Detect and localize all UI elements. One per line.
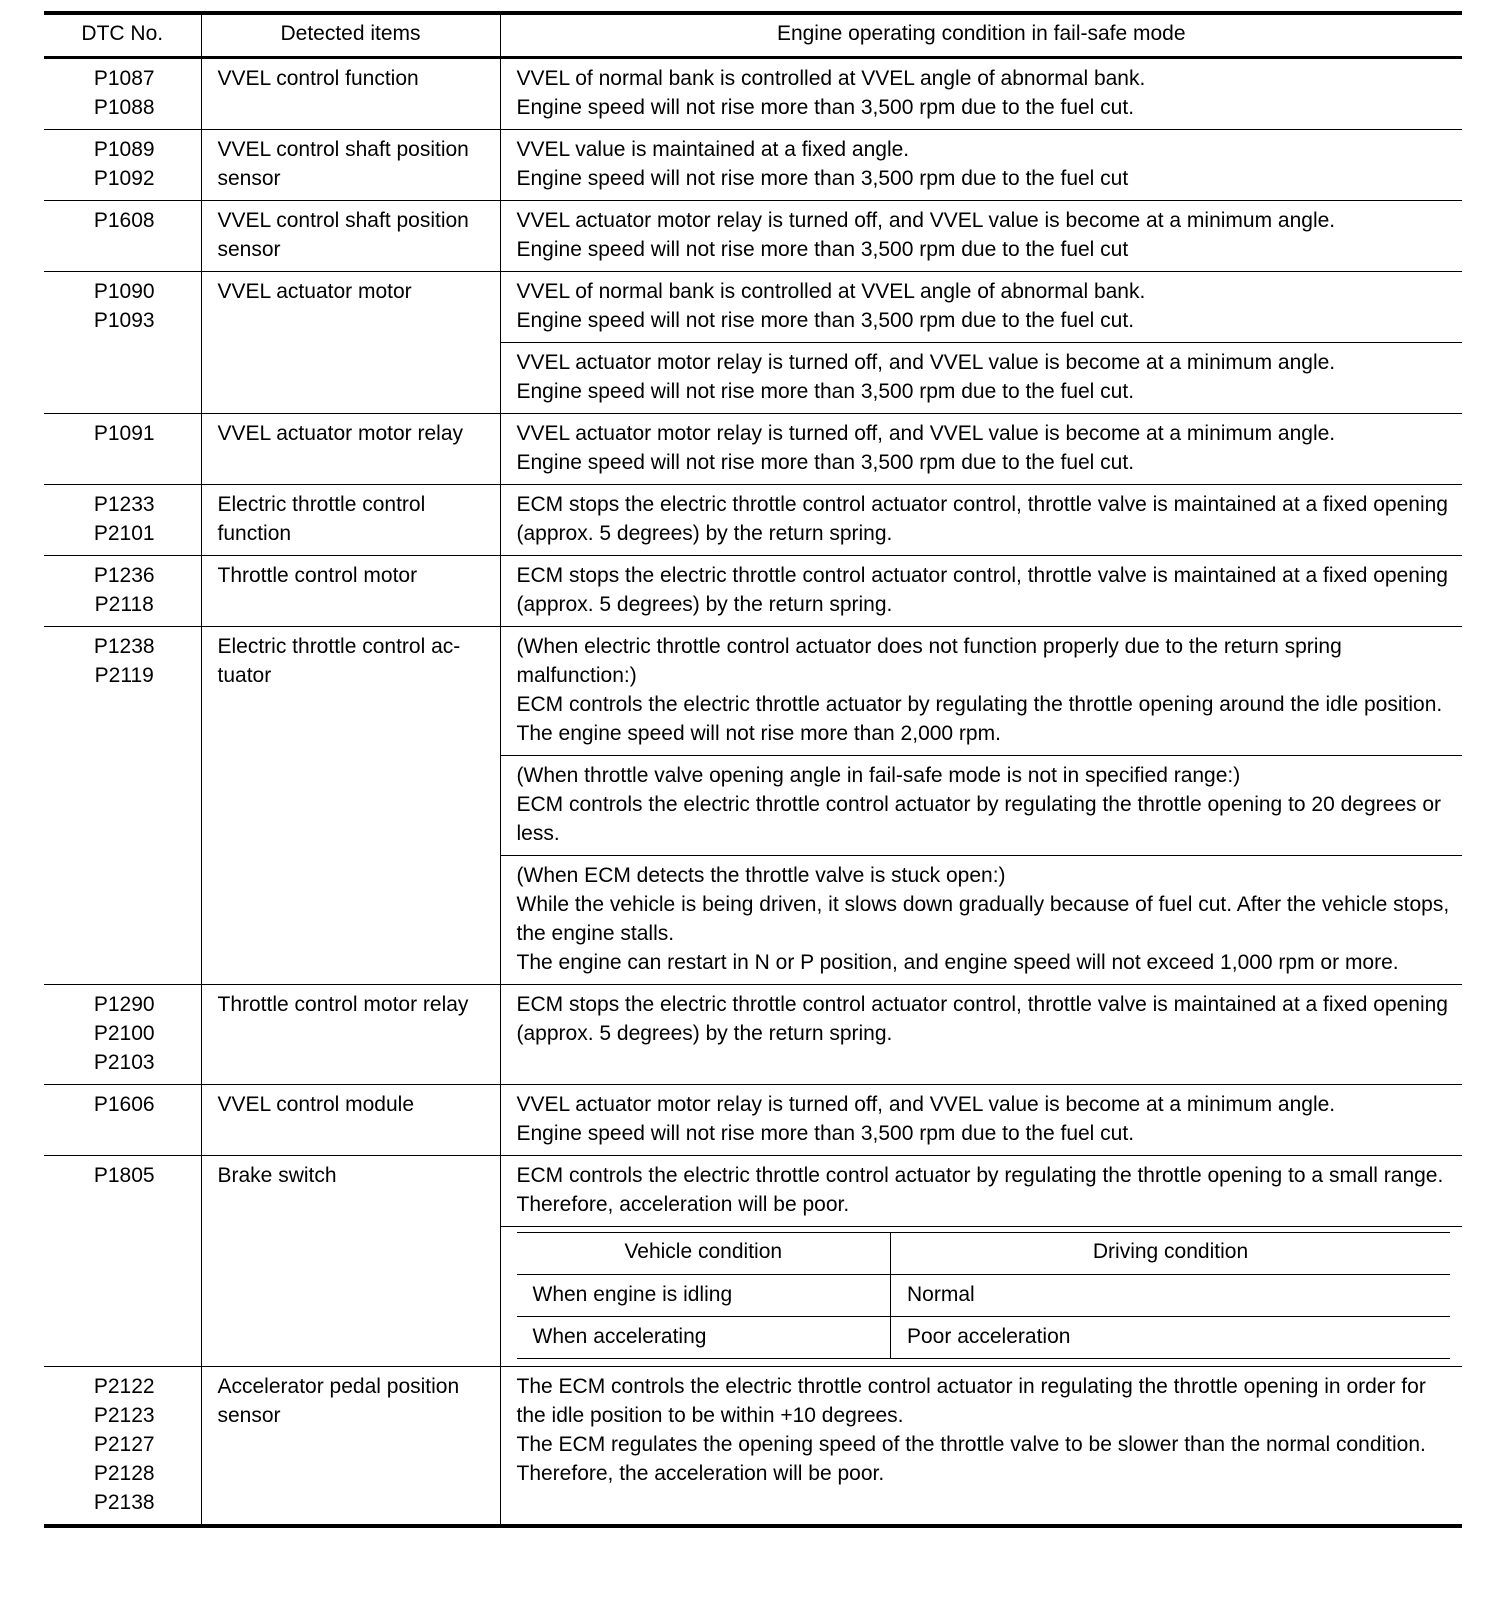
dtc-code: P1290 <box>93 993 155 1016</box>
dtc-code: P2100 <box>93 1022 155 1045</box>
dtc-code: P2101 <box>93 522 155 545</box>
detected-item: Brake switch <box>201 1156 500 1367</box>
condition-line: Engine speed will not rise more than 3,500 rpm due to the fuel cut. <box>516 309 1135 332</box>
condition-cell <box>500 985 1462 1085</box>
condition-line: VVEL actuator motor relay is turned off, and VVEL value is become at a minimum angle. <box>516 351 1336 374</box>
condition-cell <box>500 272 1462 343</box>
dtc-cell <box>44 985 201 1085</box>
condition-line: ECM controls the electric throttle actuator by regulating the throttle opening around the idle position. The engine speed will not rise more than 2,000 rpm. <box>516 693 1443 745</box>
subtable-cell: Normal <box>891 1275 1451 1317</box>
condition-line: ECM stops the electric throttle control actuator control, throttle valve is maintained at a fixed opening (approx. 5 degrees) by the return spring. <box>516 564 1448 616</box>
table-row <box>44 414 1462 485</box>
header-dtc-no: DTC No. <box>44 13 201 58</box>
condition-line: VVEL actuator motor relay is turned off, and VVEL value is become at a minimum angle. <box>516 209 1336 232</box>
condition-cell <box>500 556 1462 627</box>
condition-cell <box>500 414 1462 485</box>
dtc-code: P2138 <box>93 1491 155 1514</box>
dtc-code: P1092 <box>93 167 155 190</box>
table-row <box>44 130 1462 201</box>
table-row <box>44 1367 1462 1527</box>
condition-line: VVEL of normal bank is controlled at VVEL angle of abnormal bank. <box>516 67 1146 90</box>
dtc-code: P1087 <box>93 67 155 90</box>
condition-line: ECM controls the electric throttle control actuator by regulating the throttle opening to 20 degrees or less. <box>516 793 1442 845</box>
condition-line: The engine can restart in N or P position, and engine speed will not exceed 1,000 rpm or more. <box>516 951 1399 974</box>
dtc-code: P1091 <box>93 422 155 445</box>
condition-cell <box>500 130 1462 201</box>
condition-line: ECM controls the electric throttle control actuator by regulating the throttle opening to a small range. <box>516 1164 1444 1187</box>
dtc-cell <box>44 201 201 272</box>
table-row <box>44 485 1462 556</box>
dtc-cell <box>44 485 201 556</box>
condition-line: VVEL of normal bank is controlled at VVEL angle of abnormal bank. <box>516 280 1146 303</box>
dtc-code: P1236 <box>93 564 155 587</box>
dtc-code: P2122 <box>93 1375 155 1398</box>
condition-cell <box>500 1156 1462 1227</box>
condition-line: Engine speed will not rise more than 3,500 rpm due to the fuel cut <box>516 238 1129 261</box>
condition-line: Engine speed will not rise more than 3,500 rpm due to the fuel cut <box>516 167 1129 190</box>
dtc-code: P1238 <box>93 635 155 658</box>
dtc-code: P2123 <box>93 1404 155 1427</box>
condition-line: (When throttle valve opening angle in fail-safe mode is not in specified range:) <box>516 764 1241 787</box>
condition-line: The ECM regulates the opening speed of the throttle valve to be slower than the normal condition. <box>516 1433 1426 1456</box>
dtc-cell <box>44 1367 201 1527</box>
condition-line: Therefore, acceleration will be poor. <box>516 1193 850 1216</box>
subtable-header-row <box>517 1233 1451 1275</box>
condition-line: Engine speed will not rise more than 3,500 rpm due to the fuel cut. <box>516 451 1135 474</box>
condition-line: VVEL actuator motor relay is turned off, and VVEL value is become at a minimum angle. <box>516 422 1336 445</box>
dtc-cell <box>44 1156 201 1367</box>
dtc-code: P1606 <box>93 1093 155 1116</box>
subtable-cell: When accelerating <box>517 1317 891 1359</box>
failsafe-mode-table <box>44 11 1462 1528</box>
detected-item: VVEL control shaft position sensor <box>201 130 500 201</box>
condition-line: (When electric throttle control actuator does not function properly due to the return spring malfunction:) <box>516 635 1342 687</box>
dtc-code: P2119 <box>94 664 154 687</box>
dtc-code: P1805 <box>93 1164 155 1187</box>
dtc-code: P2103 <box>93 1051 155 1074</box>
dtc-code: P2118 <box>94 593 154 616</box>
dtc-cell <box>44 556 201 627</box>
condition-cell <box>500 1085 1462 1156</box>
condition-line: While the vehicle is being driven, it slows down gradually because of fuel cut. After the vehicle stops, the engine stalls. <box>516 893 1450 945</box>
dtc-cell <box>44 58 201 130</box>
dtc-code: P2128 <box>93 1462 155 1485</box>
dtc-code: P1090 <box>93 280 155 303</box>
dtc-cell <box>44 627 201 985</box>
subtable-header-vehicle: Vehicle condition <box>517 1233 891 1275</box>
dtc-code: P1093 <box>93 309 155 332</box>
condition-line: (When ECM detects the throttle valve is stuck open:) <box>516 864 1006 887</box>
condition-line: Engine speed will not rise more than 3,500 rpm due to the fuel cut. <box>516 380 1135 403</box>
detected-item: Accelerator pedal position sensor <box>201 1367 500 1527</box>
condition-cell <box>500 58 1462 130</box>
header-detected-items: Detected items <box>201 13 500 58</box>
condition-cell <box>500 485 1462 556</box>
header-engine-condition: Engine operating condition in fail-safe mode <box>500 13 1462 58</box>
condition-line: VVEL value is maintained at a fixed angle. <box>516 138 910 161</box>
detected-item: VVEL control module <box>201 1085 500 1156</box>
dtc-code: P1088 <box>93 96 155 119</box>
condition-line: The ECM controls the electric throttle control actuator in regulating the throttle opening in order for the idle position to be within +10 degrees. <box>516 1375 1426 1427</box>
condition-line: Therefore, the acceleration will be poor. <box>516 1462 885 1485</box>
dtc-code: P1089 <box>93 138 155 161</box>
dtc-cell <box>44 272 201 414</box>
detected-item: Electric throttle control function <box>201 485 500 556</box>
dtc-code: P1233 <box>93 493 155 516</box>
condition-cell <box>500 1367 1462 1527</box>
condition-line: ECM stops the electric throttle control actuator control, throttle valve is maintained at a fixed opening (approx. 5 degrees) by the return spring. <box>516 993 1448 1045</box>
detected-item: Electric throttle control ac-tuator <box>201 627 500 985</box>
subtable-cell: Poor acceleration <box>891 1317 1451 1359</box>
condition-cell <box>500 343 1462 414</box>
dtc-code: P2127 <box>93 1433 155 1456</box>
condition-line: VVEL actuator motor relay is turned off, and VVEL value is become at a minimum angle. <box>516 1093 1336 1116</box>
condition-cell <box>500 201 1462 272</box>
condition-cell <box>500 856 1462 985</box>
condition-line: Engine speed will not rise more than 3,500 rpm due to the fuel cut. <box>516 96 1135 119</box>
condition-cell <box>500 756 1462 856</box>
detected-item: Throttle control motor <box>201 556 500 627</box>
table-row <box>44 1085 1462 1156</box>
brake-subtable-cell <box>500 1227 1462 1367</box>
table-row <box>44 58 1462 130</box>
table-row <box>44 556 1462 627</box>
detected-item: Throttle control motor relay <box>201 985 500 1085</box>
subtable-row <box>517 1275 1451 1317</box>
subtable-row <box>517 1317 1451 1359</box>
subtable-header-driving: Driving condition <box>891 1233 1451 1275</box>
detected-item: VVEL actuator motor relay <box>201 414 500 485</box>
table-header-row <box>44 13 1462 58</box>
table-row <box>44 272 1462 343</box>
detected-item: VVEL control function <box>201 58 500 130</box>
table-row <box>44 1156 1462 1227</box>
condition-line: ECM stops the electric throttle control actuator control, throttle valve is maintained at a fixed opening (approx. 5 degrees) by the return spring. <box>516 493 1448 545</box>
table-row <box>44 201 1462 272</box>
dtc-cell <box>44 130 201 201</box>
subtable-cell: When engine is idling <box>517 1275 891 1317</box>
brake-condition-subtable <box>517 1232 1451 1359</box>
table-row <box>44 627 1462 756</box>
condition-line: Engine speed will not rise more than 3,500 rpm due to the fuel cut. <box>516 1122 1135 1145</box>
dtc-code: P1608 <box>93 209 155 232</box>
detected-item: VVEL control shaft position sensor <box>201 201 500 272</box>
condition-cell <box>500 627 1462 756</box>
dtc-cell <box>44 1085 201 1156</box>
detected-item: VVEL actuator motor <box>201 272 500 414</box>
dtc-cell <box>44 414 201 485</box>
table-row <box>44 985 1462 1085</box>
